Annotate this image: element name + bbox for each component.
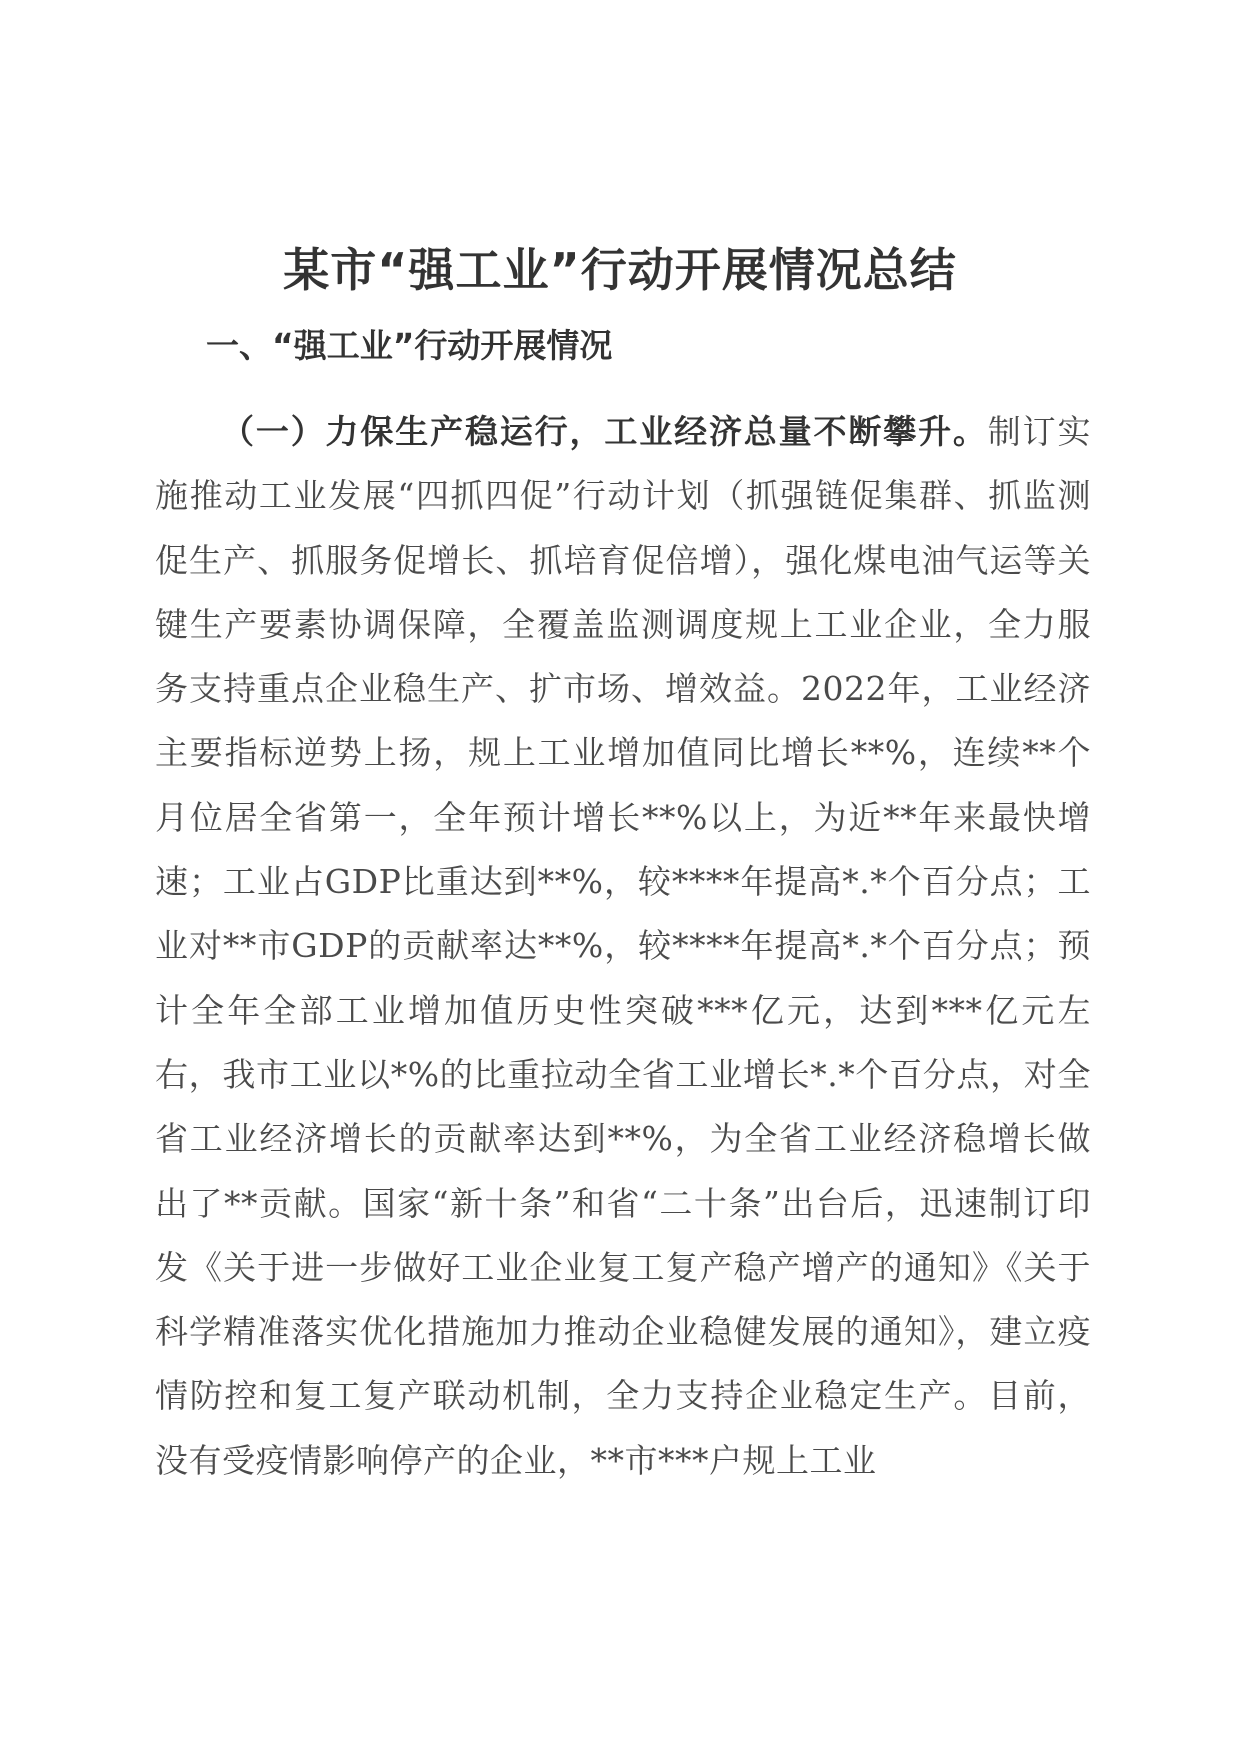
paragraph-body-text: 制订实施推动工业发展“四抓四促”行动计划（抓强链促集群、抓监测促生产、抓服务促增长、抓培育促倍增），强化煤电油气运等关键生产要素协调保障，全覆盖监测调度规上工业企业，全力服务支持重点企业稳生产、扩市场、增效益。2022年，工业经济主要指标逆势上扬，规上工业增加值同比增长**%，连续**个月位居全省第一，全年预计增长**%以上，为近**年来最快增速；工业占GDP比重达到**%，较****年提高*.*个百分点；工业对**市GDP的贡献率达**%，较****年提高*.*个百分点；预计全年全部工业增加值历史性突破***亿元，达到***亿元左右，我市工业以*%的比重拉动全省工业增长*.*个百分点，对全省工业经济增长的贡献率达到**%，为全省工业经济稳增长做出了**贡献。国家“新十条”和省“二十条”出台后，迅速制订印发《关于进一步做好工业企业复工复产稳产增产的通知》《关于科学精准落实优化措施加力推动企业稳健发展的通知》，建立疫情防控和复工复产联动机制，全力支持企业稳定生产。目前，没有受疫情影响停产的企业，**市***户规上工业 <box>155 412 1092 1480</box>
body-paragraph <box>155 400 1091 1493</box>
paragraph-lead-heading: （一）力保生产稳运行，工业经济总量不断攀升。 <box>221 412 988 451</box>
document-title: 某市“强工业”行动开展情况总结 <box>283 243 957 297</box>
section-heading: 一、“强工业”行动开展情况 <box>206 326 613 365</box>
